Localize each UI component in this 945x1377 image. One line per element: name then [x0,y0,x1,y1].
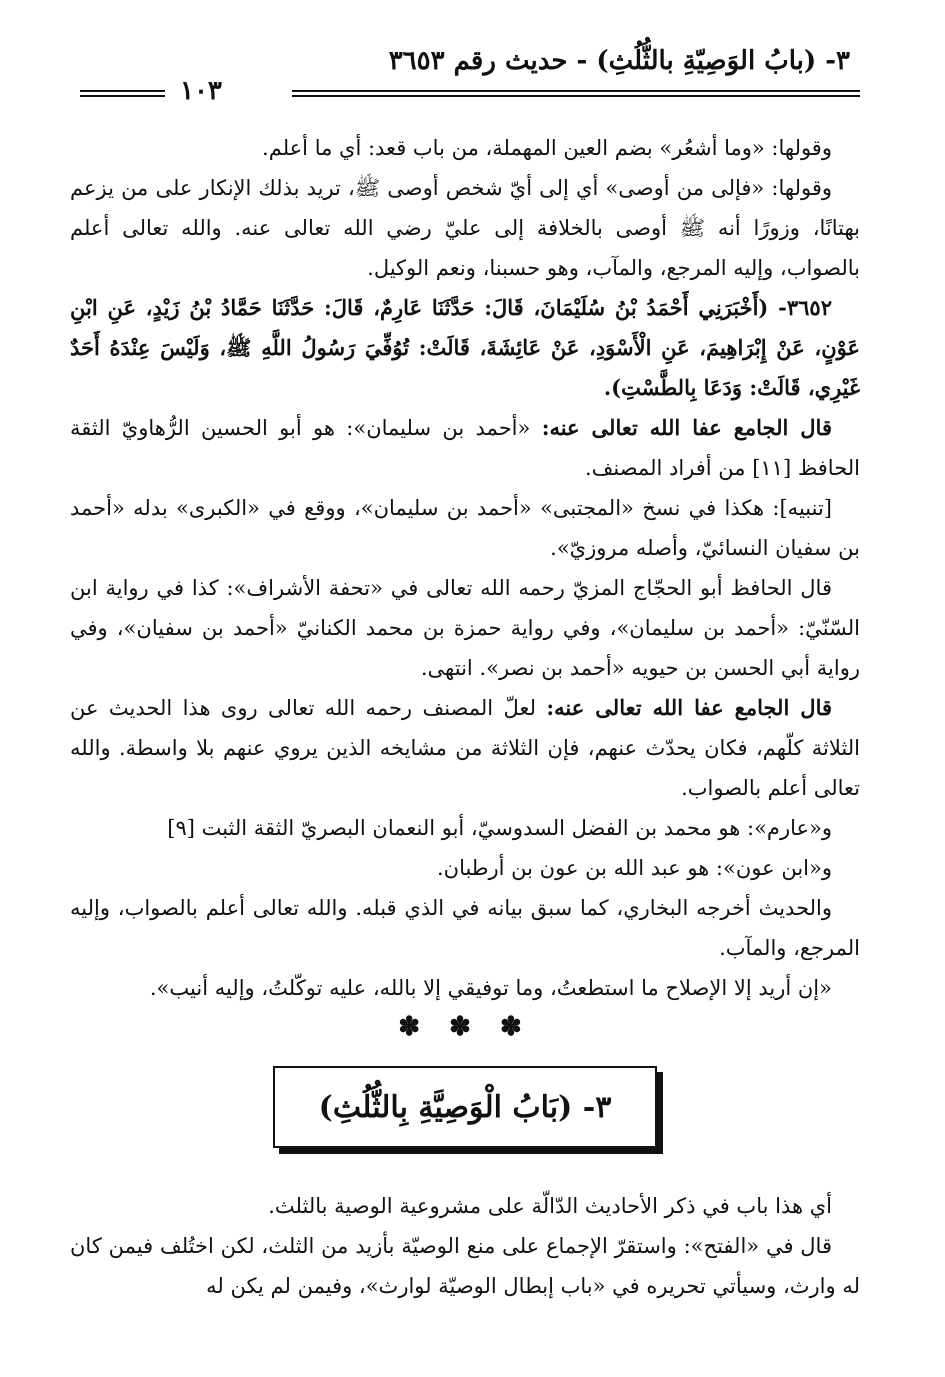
paragraph-text: قال في «الفتح»: واستقرّ الإجماع على منع الوصيّة بأزيد من الثلث، لكن اختُلف فيمن كان له وارث، وسيأتي تحريره في «باب إبطال الوصيّة لوارث»، وفيمن لم يكن له [70,1234,860,1298]
paragraph [70,128,860,168]
chapter-title-box [273,1066,657,1148]
page-header [70,44,860,108]
paragraph-text: «أحمد بن سليمان»: هو أبو الحسين الرُّهاويّ الثقة الحافظ [١١] من أفراد المصنف. [70,416,860,480]
paragraph-text: لعلّ المصنف رحمه الله تعالى روى هذا الحديث عن الثلاثة كلّهم، فكان يحدّث عنهم، فإن الثلاثة من مشايخه الذين يروي عنهم بلا واسطة. والله تعالى أعلم بالصواب. [70,696,860,800]
header-rule [292,90,860,97]
paragraph [70,488,860,568]
paragraph [70,568,860,688]
paragraph [70,1186,860,1226]
running-header-title: ٣- (بابُ الوَصِيّةِ بالثُّلُثِ) - حديث رقم ٣٦٥٣ [388,46,850,76]
commentator-lead: قال الجامع عفا الله تعالى عنه: [546,695,833,720]
paragraph [70,408,860,488]
paragraph-text: ٣٦٥٢- (أَخْبَرَنِي أَحْمَدُ بْنُ سُلَيْمَانَ، قَالَ: حَدَّثَنَا عَارِمٌ، قَالَ: حَدَّثَنَا حَمَّادُ بْنُ زَيْدٍ، عَنِ ابْنِ عَوْنٍ، عَنْ إِبْرَاهِيمَ، عَنِ الْأَسْوَدِ، عَنْ عَائِشَةَ، قَالَتْ: تُوُفِّيَ رَسُولُ اللَّهِ ﷺ، وَلَيْسَ عِنْدَهُ أَحَدٌ غَيْرِي، قَالَتْ: وَدَعَا بِالطَّسْتِ). [70,295,860,400]
paragraph [70,688,860,808]
paragraph-text: وقولها: «وما أشعُر» بضم العين المهملة، من باب قعد: أي ما أعلم. [262,136,832,160]
paragraph-text: «إن أريد إلا الإصلاح ما استطعتُ، وما توفيقي إلا بالله، عليه توكّلتُ، وإليه أنيب». [149,976,832,1000]
main-text [70,128,860,1306]
page-number: ١٠٣ [180,76,222,106]
section-separator: ✽ ✽ ✽ [398,1012,532,1042]
hadith-text [70,288,860,408]
header-rule-short [80,90,165,97]
paragraph-text: أي هذا باب في ذكر الأحاديث الدّالّة على مشروعية الوصية بالثلث. [268,1194,832,1218]
chapter-title: ٣- (بَابُ الْوَصِيَّةِ بِالثُّلُثِ) [318,1089,612,1125]
paragraph-text: [تنبيه]: هكذا في نسخ «المجتبى» «أحمد بن سليمان»، ووقع في «الكبرى» بدله «أحمد بن سفيان النسائيّ، وأصله مروزيّ». [70,496,860,560]
paragraph [70,808,860,848]
paragraph [70,888,860,968]
paragraph [70,968,860,1008]
paragraph-text: قال الحافظ أبو الحجّاج المزيّ رحمه الله تعالى في «تحفة الأشراف»: كذا في رواية ابن السّنّيّ: «أحمد بن سليمان»، وفي رواية حمزة بن محمد الكنانيّ «أحمد بن سفيان»، وفي رواية أبي الحسن بن حيويه «أحمد بن نصر». انتهى. [70,576,860,680]
paragraph [70,168,860,288]
paragraph-text: وقولها: «فإلى من أوصى» أي إلى أيّ شخص أوصى ﷺ، تريد بذلك الإنكار على من يزعم بهتانًا، وزورًا أنه ﷺ أوصى بالخلافة إلى عليّ رضي الله تعالى عنه. والله تعالى أعلم بالصواب، وإليه المرجع، والمآب، وهو حسبنا، ونعم الوكيل. [70,176,860,280]
paragraph-text: و«عارم»: هو محمد بن الفضل السدوسيّ، أبو النعمان البصريّ الثقة الثبت [٩] [167,816,832,840]
paragraph [70,1226,860,1306]
paragraph [70,848,860,888]
book-page [70,44,860,1344]
paragraph-text: والحديث أخرجه البخاري، كما سبق بيانه في الذي قبله. والله تعالى أعلم بالصواب، وإليه المرجع، والمآب. [70,896,860,960]
paragraph-text: و«ابن عون»: هو عبد الله بن عون بن أرطبان. [436,856,832,880]
commentator-lead: قال الجامع عفا الله تعالى عنه: [541,415,832,440]
chapter-intro [70,1186,860,1306]
